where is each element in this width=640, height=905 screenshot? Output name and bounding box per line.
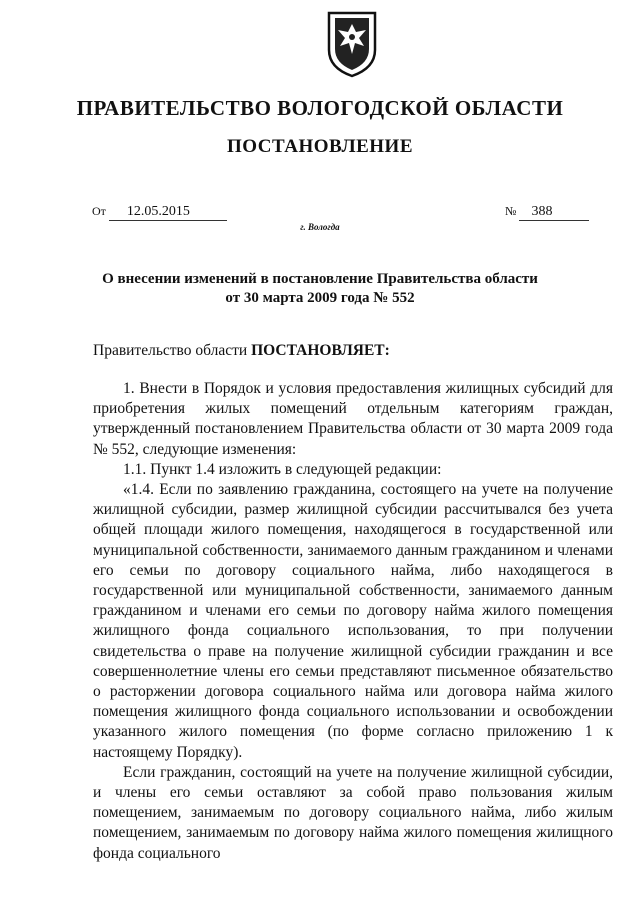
- number-value: 388: [519, 204, 589, 221]
- subject-line-2: от 30 марта 2009 года № 552: [225, 290, 415, 306]
- intro-bold: ПОСТАНОВЛЯЕТ:: [251, 342, 390, 359]
- date-prefix: От: [92, 204, 106, 218]
- body-paragraph: 1. Внести в Порядок и условия предоставления жилищных субсидий для приобретения жилых помещений отдельным категориям граждан, утвержденный постановлением Правительства области от 30 марта 2009 года № 552, следующие изменения:: [93, 380, 613, 458]
- coat-of-arms-icon: [326, 10, 378, 78]
- date-value: 12.05.2015: [109, 204, 227, 221]
- date-field: [92, 204, 227, 221]
- body-paragraph: 1.1. Пункт 1.4 изложить в следующей редакции:: [123, 460, 442, 478]
- subject-line-1: О внесении изменений в постановление Правительства области: [102, 271, 538, 287]
- document-type-title: ПОСТАНОВЛЕНИЕ: [226, 136, 414, 157]
- number-field: [505, 204, 589, 221]
- subject-heading: [70, 270, 570, 308]
- intro-text: Правительство области: [93, 342, 252, 359]
- number-prefix: №: [505, 204, 517, 218]
- intro-statement: [93, 342, 390, 360]
- organization-title: ПРАВИТЕЛЬСТВО ВОЛОГОДСКОЙ ОБЛАСТИ: [76, 96, 564, 120]
- city-label: г. Вологда: [300, 222, 340, 232]
- body-paragraph: Если гражданин, состоящий на учете на получение жилищной субсидии, и члены его семьи оставляют за собой право пользования жилым помещением, занимаемым по договору социального найма, либо жилым помещением, занимаемым по договору найма жилого помещения жилищного фонда социального: [93, 763, 613, 862]
- document-body: [93, 379, 613, 864]
- body-paragraph: «1.4. Если по заявлению гражданина, состоящего на учете на получение жилищной субсидии, размер жилищной субсидии рассчитывался без учета общей площади жилого помещения, находящегося в государственной или муниципальной собственности, занимаемого данным гражданином и членами его семьи по договору социального найма, либо находящегося в государственной или муниципальной собственности, занимаемого данным гражданином и членами его семьи по договору найма жилого помещения жилищного фонда социального использования, то при получении свидетельства о праве на получение жилищной субсидии гражданин и все совершеннолетние члены его семьи представляют письменное обязательство о расторжении договора социального найма или договора найма жилого помещения жилищного фонда социального использовании и освобождении указанного жилого помещения (по форме согласно приложению 1 к настоящему Порядку).: [93, 481, 613, 761]
